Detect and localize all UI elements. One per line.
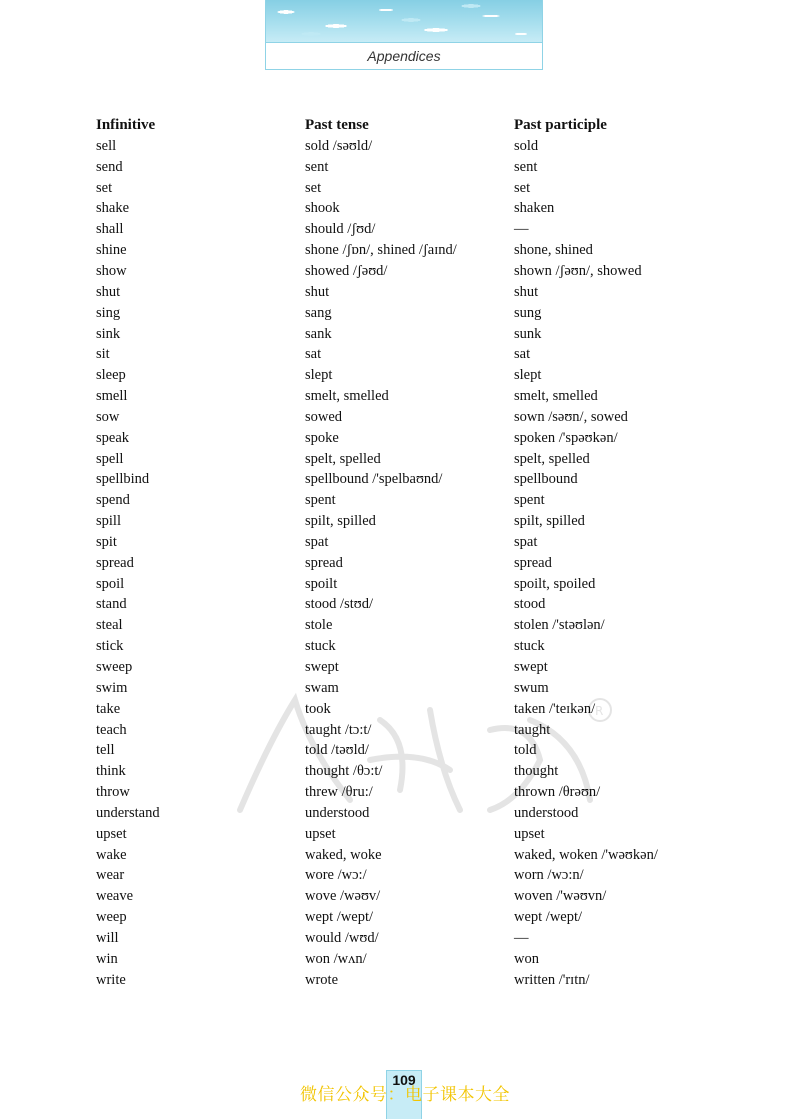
infinitive-cell: show — [96, 262, 127, 279]
past-tense-cell: shone /ʃɒn/, shined /ʃaɪnd/ — [305, 242, 457, 259]
infinitive-cell: sleep — [96, 367, 126, 384]
table-row — [96, 470, 716, 491]
infinitive-cell: will — [96, 929, 119, 946]
infinitive-cell: sink — [96, 325, 121, 342]
past-tense-cell: slept — [305, 367, 333, 384]
infinitive-cell: sell — [96, 137, 117, 154]
table-row — [96, 553, 716, 574]
infinitive-cell: set — [96, 179, 113, 196]
infinitive-cell: steal — [96, 617, 123, 634]
infinitive-cell: send — [96, 158, 123, 175]
infinitive-cell: spell — [96, 450, 124, 467]
past-tense-cell: sang — [305, 304, 332, 321]
table-row — [96, 574, 716, 595]
infinitive-cell: understand — [96, 804, 160, 821]
past-participle-cell: woven /'wəʊvn/ — [514, 888, 607, 905]
section-title: Appendices — [367, 48, 441, 64]
past-participle-cell: told — [514, 742, 537, 759]
past-tense-cell: spread — [305, 554, 343, 571]
past-participle-cell: sent — [514, 158, 538, 175]
past-tense-cell: stuck — [305, 638, 336, 655]
past-tense-cell: sowed — [305, 408, 343, 425]
column-header-past-tense: Past tense — [305, 116, 369, 133]
past-participle-cell: spent — [514, 492, 545, 509]
infinitive-cell: wake — [96, 846, 127, 863]
past-tense-cell: swept — [305, 659, 339, 676]
infinitive-cell: take — [96, 700, 121, 717]
infinitive-cell: sing — [96, 304, 121, 321]
past-tense-cell: stood /stʊd/ — [305, 596, 373, 613]
past-participle-cell: stolen /'stəʊlən/ — [514, 617, 605, 634]
infinitive-cell: win — [96, 950, 118, 967]
past-tense-cell: won /wʌn/ — [305, 950, 367, 967]
past-tense-cell: stole — [305, 617, 333, 634]
past-participle-cell: worn /wɔ:n/ — [514, 867, 584, 884]
past-participle-cell: spilt, spilled — [514, 513, 585, 530]
table-row — [96, 365, 716, 386]
table-row — [96, 136, 716, 157]
past-participle-cell: spoilt, spoiled — [514, 575, 596, 592]
infinitive-cell: upset — [96, 825, 127, 842]
past-participle-cell: sat — [514, 346, 531, 363]
past-tense-cell: should /ʃʊd/ — [305, 221, 376, 238]
table-row — [96, 886, 716, 907]
past-participle-cell: spelt, spelled — [514, 450, 590, 467]
past-tense-cell: wove /wəʊv/ — [305, 888, 381, 905]
past-participle-cell: swept — [514, 659, 548, 676]
table-row — [96, 219, 716, 240]
past-participle-cell: written /'rɪtn/ — [514, 971, 590, 988]
svg-text:R: R — [595, 704, 604, 718]
past-tense-cell: wrote — [305, 971, 339, 988]
past-participle-cell: taught — [514, 721, 551, 738]
table-row — [96, 595, 716, 616]
past-participle-cell: set — [514, 179, 531, 196]
past-tense-cell: upset — [305, 825, 336, 842]
irregular-verbs-table — [96, 114, 716, 991]
table-row — [96, 428, 716, 449]
infinitive-cell: swim — [96, 679, 128, 696]
table-row — [96, 866, 716, 887]
table-row — [96, 511, 716, 532]
infinitive-cell: wear — [96, 867, 125, 884]
past-tense-cell: sat — [305, 346, 322, 363]
past-tense-cell: showed /ʃəʊd/ — [305, 262, 388, 279]
table-row — [96, 720, 716, 741]
table-row — [96, 449, 716, 470]
past-participle-cell: spat — [514, 533, 538, 550]
table-row — [96, 240, 716, 261]
infinitive-cell: shine — [96, 242, 127, 259]
table-row — [96, 282, 716, 303]
table-row — [96, 678, 716, 699]
past-participle-cell: slept — [514, 367, 542, 384]
past-tense-cell: smelt, smelled — [305, 388, 389, 405]
past-participle-cell: waked, woken /'wəʊkən/ — [514, 846, 658, 863]
past-participle-cell: understood — [514, 804, 579, 821]
infinitive-cell: shut — [96, 283, 121, 300]
past-participle-cell: thrown /θrəʊn/ — [514, 784, 601, 801]
past-tense-cell: spoke — [305, 429, 339, 446]
past-participle-cell: spread — [514, 554, 552, 571]
infinitive-cell: spoil — [96, 575, 125, 592]
past-participle-cell: stuck — [514, 638, 545, 655]
infinitive-cell: spread — [96, 554, 134, 571]
past-participle-cell: wept /wept/ — [514, 909, 583, 926]
table-row — [96, 636, 716, 657]
table-row — [96, 803, 716, 824]
past-tense-cell: shook — [305, 200, 340, 217]
past-tense-cell: waked, woke — [305, 846, 382, 863]
header-decorative-band — [266, 0, 542, 43]
table-row — [96, 199, 716, 220]
table-row — [96, 949, 716, 970]
past-participle-cell: spoken /'spəʊkən/ — [514, 429, 618, 446]
past-tense-cell: spent — [305, 492, 336, 509]
page-number: 109 — [392, 1072, 416, 1088]
past-participle-cell: taken /'teɪkən/ — [514, 700, 596, 717]
infinitive-cell: throw — [96, 784, 130, 801]
past-tense-cell: took — [305, 700, 331, 717]
past-participle-cell: sung — [514, 304, 542, 321]
past-tense-cell: sold /səʊld/ — [305, 137, 373, 154]
table-row — [96, 386, 716, 407]
table-row — [96, 615, 716, 636]
past-tense-cell: threw /θru:/ — [305, 784, 373, 801]
infinitive-cell: sweep — [96, 659, 133, 676]
infinitive-cell: weave — [96, 888, 134, 905]
table-row — [96, 761, 716, 782]
infinitive-cell: teach — [96, 721, 127, 738]
table-row — [96, 261, 716, 282]
past-tense-cell: taught /tɔ:t/ — [305, 721, 372, 738]
past-tense-cell: spelt, spelled — [305, 450, 381, 467]
past-tense-cell: spellbound /'spelbaʊnd/ — [305, 471, 443, 488]
past-participle-cell: smelt, smelled — [514, 388, 598, 405]
infinitive-cell: weep — [96, 909, 127, 926]
past-participle-cell: spellbound — [514, 471, 578, 488]
table-row — [96, 907, 716, 928]
past-tense-cell: spat — [305, 533, 329, 550]
past-tense-cell: told /təʊld/ — [305, 742, 369, 759]
past-tense-cell: swam — [305, 679, 339, 696]
table-row — [96, 845, 716, 866]
infinitive-cell: spellbind — [96, 471, 150, 488]
table-row — [96, 782, 716, 803]
wechat-watermark-text: 微信公众号：电子课本大全 — [300, 1085, 510, 1105]
past-participle-cell: — — [514, 929, 529, 946]
infinitive-cell: tell — [96, 742, 115, 759]
table-row — [96, 178, 716, 199]
past-participle-cell: sown /səʊn/, sowed — [514, 408, 628, 425]
past-participle-cell: shone, shined — [514, 242, 593, 259]
past-participle-cell: thought — [514, 763, 559, 780]
past-participle-cell: shut — [514, 283, 539, 300]
table-row — [96, 699, 716, 720]
past-tense-cell: set — [305, 179, 322, 196]
past-tense-cell: sent — [305, 158, 329, 175]
infinitive-cell: spend — [96, 492, 130, 509]
infinitive-cell: spill — [96, 513, 121, 530]
infinitive-cell: smell — [96, 388, 128, 405]
past-tense-cell: sank — [305, 325, 332, 342]
infinitive-cell: speak — [96, 429, 130, 446]
table-row — [96, 407, 716, 428]
column-header-infinitive: Infinitive — [96, 116, 156, 133]
infinitive-cell: spit — [96, 533, 117, 550]
past-participle-cell: swum — [514, 679, 549, 696]
past-participle-cell: sunk — [514, 325, 542, 342]
past-tense-cell: shut — [305, 283, 330, 300]
past-tense-cell: spilt, spilled — [305, 513, 376, 530]
table-row — [96, 344, 716, 365]
past-participle-cell: sold — [514, 137, 539, 154]
infinitive-cell: write — [96, 971, 126, 988]
infinitive-cell: shake — [96, 200, 130, 217]
past-participle-cell: won — [514, 950, 539, 967]
table-row — [96, 324, 716, 345]
past-tense-cell: would /wʊd/ — [305, 929, 379, 946]
table-row — [96, 157, 716, 178]
table-row — [96, 824, 716, 845]
past-participle-cell: stood — [514, 596, 546, 613]
header-tab — [265, 0, 543, 70]
column-header-past-participle: Past participle — [514, 116, 607, 133]
past-tense-cell: wore /wɔ:/ — [305, 867, 367, 884]
past-participle-cell: shown /ʃəʊn/, showed — [514, 262, 642, 279]
past-participle-cell: upset — [514, 825, 545, 842]
infinitive-cell: shall — [96, 221, 124, 238]
table-row — [96, 303, 716, 324]
past-participle-cell: shaken — [514, 200, 555, 217]
table-row — [96, 970, 716, 991]
infinitive-cell: stand — [96, 596, 127, 613]
infinitive-cell: stick — [96, 638, 124, 655]
past-participle-cell: — — [514, 221, 529, 238]
table-row — [96, 532, 716, 553]
past-tense-cell: understood — [305, 804, 370, 821]
past-tense-cell: thought /θɔ:t/ — [305, 763, 383, 780]
past-tense-cell: spoilt — [305, 575, 338, 592]
infinitive-cell: sit — [96, 346, 110, 363]
infinitive-cell: sow — [96, 408, 120, 425]
table-header-row — [96, 114, 716, 136]
table-row — [96, 928, 716, 949]
past-tense-cell: wept /wept/ — [305, 909, 374, 926]
infinitive-cell: think — [96, 763, 126, 780]
table-row — [96, 657, 716, 678]
table-row — [96, 490, 716, 511]
table-row — [96, 740, 716, 761]
